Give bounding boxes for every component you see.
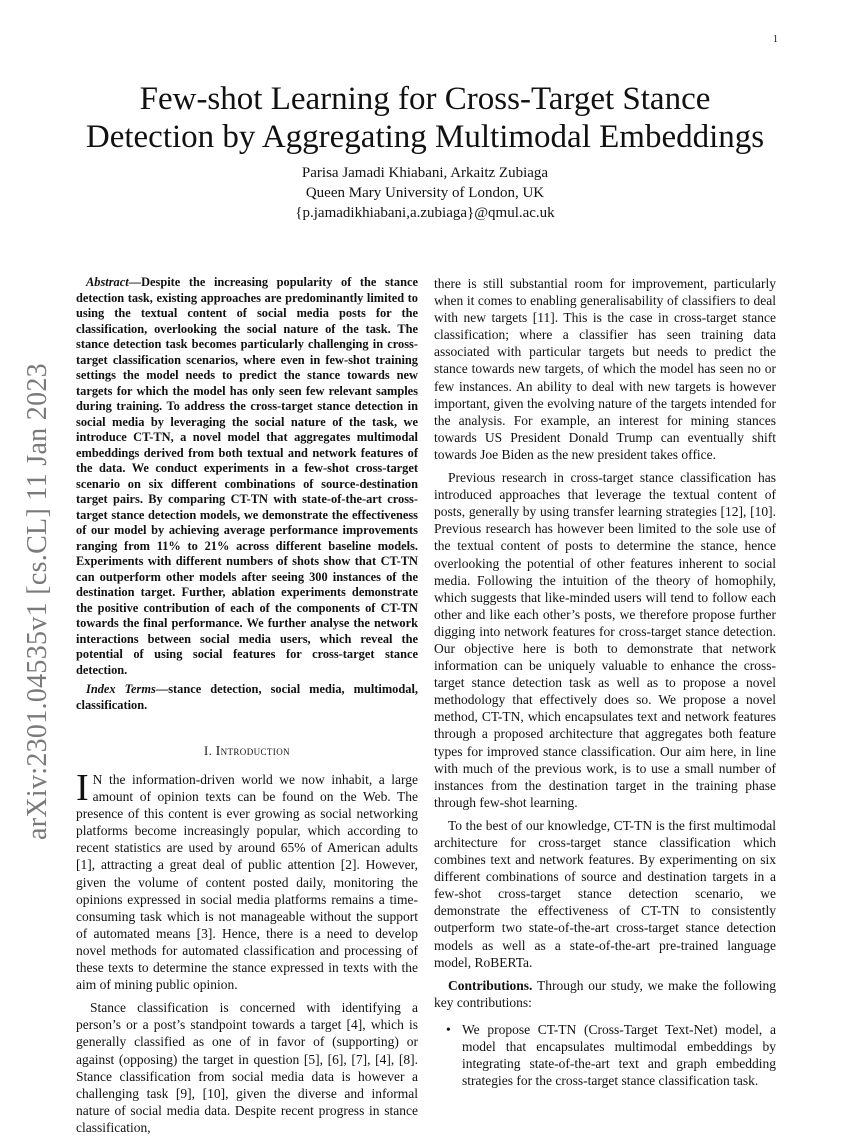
intro-paragraph-4: To the best of our knowledge, CT-TN is the first multimodal architecture for cross-target stance classification which combines text and network features. By experimenting on six different combinations of source and destination targets in a few-shot cross-target stance detection scenario, we demonstrate the effectiveness of CT-TN to consistently outperform two state-of-the-art cross-target stance detection models as well as a state-of-the-art pre-trained language model, RoBERTa. (434, 817, 776, 970)
right-column (434, 275, 776, 1089)
index-terms-text: —stance detection, social media, multimodal, classification. (76, 682, 419, 712)
section-title: Introduction (215, 743, 290, 758)
author-affiliation: Queen Mary University of London, UK (305, 185, 545, 201)
section-number: I. (204, 744, 216, 758)
abstract-label: Abstract (86, 275, 129, 289)
section-heading (76, 743, 418, 759)
intro-paragraph-3: Previous research in cross-target stance classification has introduced approaches that leverage the textual content of posts, generally by using transfer learning strategies [12], [10]. Previous research has however been limited to the sole use of the textual content of posts to determine the stance, hence overlooking the potential of other features inherent to social media. Following the intuition of the theory of homophily, which suggests that like-minded users will tend to follow each other and like each other’s posts, we therefore propose further digging into network features for cross-target stance detection. Our objective here is both to demonstrate that network information can be uniquely valuable to enhance the cross-target stance detection task as well as to propose a novel methodology that effectively does so. We propose a novel method, CT-TN, which encapsulates text and network features through a proposed architecture that aggregates both feature types for improved stance classification. Our aim here, in line with much of the previous work, is to use a small number of instances from the destination target in the training phase through few-shot learning. (434, 470, 776, 810)
index-terms (76, 682, 418, 713)
intro-paragraph-1-text: N the information-driven world we now inhabit, a large amount of opinion texts can be found on the Web. The presence of this content is ever growing as social networking platforms become increasingly popular, which according to recent statistics are used by around 65% of American adults [1], attracting a great deal of public attention [2]. However, given the volume of content posted daily, monitoring the opinions expressed in social media platforms remains a time-consuming task which is not manageable without the support of automated means [3]. Hence, there is a need to develop novel methods for automated classification and processing of these texts to determine the stance expressed in texts with the aim of mining public opinion. (76, 772, 418, 993)
contributions-paragraph (434, 977, 776, 1011)
drop-cap: I (76, 767, 89, 809)
contributions-label: Contributions. (448, 977, 533, 993)
author-block (70, 163, 780, 223)
title-line-1: Few-shot Learning for Cross-Target Stance (139, 81, 711, 117)
title-line-2: Detection by Aggregating Multimodal Embeddings (85, 119, 765, 155)
page-number: 1 (773, 34, 778, 45)
arxiv-stamp: arXiv:2301.04535v1 [cs.CL] 11 Jan 2023 (22, 363, 53, 840)
contributions-list (434, 1021, 776, 1089)
bullet-icon: • (446, 1021, 451, 1037)
author-names: Parisa Jamadi Khiabani, Arkaitz Zubiaga (301, 165, 549, 181)
author-email: {p.jamadikhiabani,a.zubiaga}@qmul.ac.uk (295, 205, 555, 221)
paper-title (70, 80, 780, 156)
left-column (76, 275, 418, 1142)
index-terms-label: Index Terms (86, 682, 156, 696)
abstract (76, 275, 418, 678)
contribution-1-text: We propose CT-TN (Cross-Target Text-Net) model, a model that encapsulates multimodal embeddings by integrating state-of-the-art text and graph embedding strategies for the cross-target stance classification task. (462, 1021, 776, 1089)
intro-paragraph-1 (76, 767, 418, 993)
list-item (434, 1021, 776, 1089)
contributions-text: Through our study, we make the following key contributions: (434, 977, 776, 1010)
intro-paragraph-2: Stance classification is concerned with identifying a person’s or a post’s standpoint towards a target [4], which is generally classified as one of in favor of (supporting) or against (opposing) the target in question [5], [6], [7], [4], [8]. Stance classification from social media data is however a challenging task [9], [10], given the diverse and informal nature of social media data. Despite recent progress in stance classification, (76, 1000, 418, 1135)
abstract-text: —Despite the increasing popularity of the stance detection task, existing approaches are predominantly limited to using the textual content of social media posts for the classification, overlooking the social nature of the task. The stance detection task becomes particularly challenging in cross-target classification scenarios, where even in few-shot training settings the model needs to predict the stance towards new targets for which the model has only seen few relevant samples during training. To address the cross-target stance detection in social media by leveraging the social nature of the task, we introduce CT-TN, a novel model that aggregates multimodal embeddings derived from both textual and network features of the data. We conduct experiments in a few-shot cross-target scenario on six different combinations of source-destination target pairs. By comparing CT-TN with state-of-the-art cross-target stance detection models, we demonstrate the effectiveness of our model by achieving average performance improvements ranging from 11% to 21% across different baseline models. Experiments with different numbers of shots show that CT-TN can outperform other models after seeing 300 instances of the destination target. Further, ablation experiments demonstrate the positive contribution of each of the components of CT-TN towards the final performance. We further analyse the network interactions between social media users, which reveal the potential of using social features for cross-target stance detection. (76, 275, 418, 677)
intro-paragraph-2-continued: there is still substantial room for improvement, particularly when it comes to enabling generalisability of classifiers to deal with new targets [11]. This is the case in cross-target stance classification; where a classifier has seen training data associated with particular targets but needs to predict the stance towards new targets, of which the model has seen no or few instances. An ability to deal with new targets is however important, given the evolving nature of the targets intended for the analysis. For example, an interest for mining stances towards US President Donald Trump can eventually shift towards Joe Biden as the new president takes office. (434, 276, 776, 462)
